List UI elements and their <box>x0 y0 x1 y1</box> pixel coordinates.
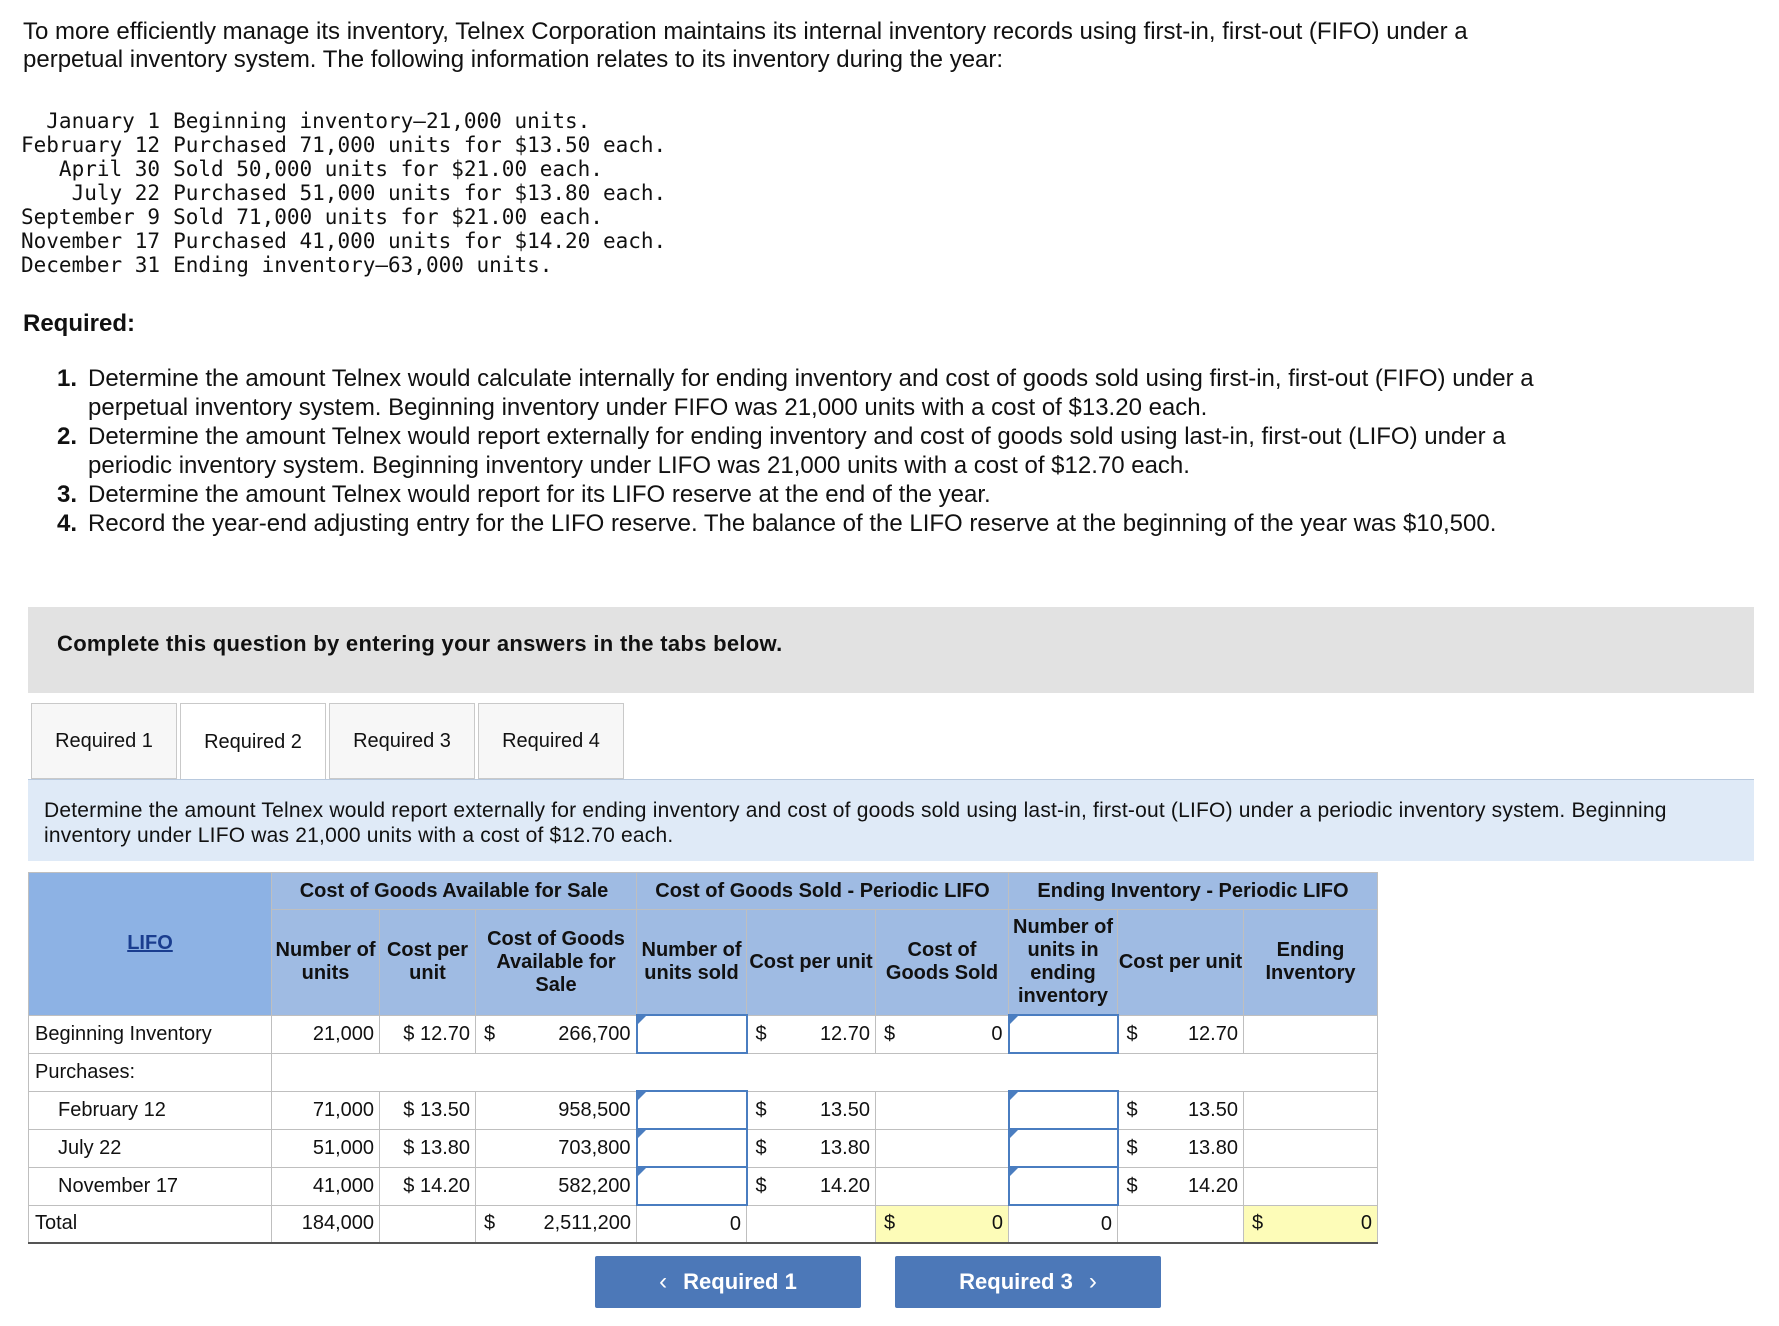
cogs-cell <box>876 1167 1009 1205</box>
blank-cell <box>272 1053 1378 1091</box>
group-header-ending: Ending Inventory - Periodic LIFO <box>1009 873 1378 910</box>
ending-value-cell <box>1244 1129 1378 1167</box>
requirement-item: 2. Determine the amount Telnex would report externally for ending inventory and cost of goods sold using last-in, first-out (LIFO) under a periodic inventory system. Beginning inventory under LIFO was 21,000 units with a cost of $12.70 each. <box>57 423 1506 479</box>
event-row: July 22 Purchased 51,000 units for $13.80 each. <box>71 181 667 205</box>
cost-cell: $ 13.80 <box>380 1129 476 1167</box>
total-units-ending: 0 <box>1009 1205 1118 1243</box>
prev-button[interactable]: ‹ Required 1 <box>595 1256 861 1308</box>
event-row: April 30 Sold 50,000 units for $21.00 each. <box>58 157 603 181</box>
requirements-list <box>57 364 1537 538</box>
table-row <box>29 1091 1378 1129</box>
row-label: Purchases: <box>29 1053 272 1091</box>
sold-cost-cell: $ 13.80 <box>747 1129 876 1167</box>
group-header-cogs: Cost of Goods Sold - Periodic LIFO <box>637 873 1009 910</box>
row-label: Total <box>29 1205 272 1243</box>
table-row <box>29 1167 1378 1205</box>
column-header: Ending Inventory <box>1244 910 1378 1016</box>
ending-value-cell <box>1244 1167 1378 1205</box>
column-header: Cost per unit <box>1118 910 1244 1016</box>
total-cogs: $ 0 <box>876 1205 1009 1243</box>
cogs-cell <box>876 1091 1009 1129</box>
event-row: September 9 Sold 71,000 units for $21.00 each. <box>21 205 603 229</box>
group-header-cogas: Cost of Goods Available for Sale <box>272 873 637 910</box>
total-units: 184,000 <box>272 1205 380 1243</box>
lifo-table <box>28 872 1378 1244</box>
cogas-cell: $ 266,700 <box>476 1015 637 1053</box>
tab-required-1[interactable]: Required 1 <box>31 703 177 779</box>
units-sold-input[interactable] <box>637 1129 747 1167</box>
lifo-header: LIFO <box>29 873 272 1016</box>
total-units-sold: 0 <box>637 1205 747 1243</box>
table-row <box>29 1129 1378 1167</box>
units-ending-input[interactable] <box>1009 1167 1118 1205</box>
column-header: Cost per unit <box>747 910 876 1016</box>
total-ending-inventory: $ 0 <box>1244 1205 1378 1243</box>
intro-text: To more efficiently manage its inventory, Telnex Corporation maintains its internal inventory records using first-in, first-out (FIFO) under a perpetual inventory system. The following information relates to its inventory during the year: <box>23 18 1468 73</box>
row-label: Beginning Inventory <box>29 1015 272 1053</box>
event-row: December 31 Ending inventory—63,000 units. <box>21 253 553 277</box>
tab-required-2[interactable]: Required 2 <box>180 703 326 781</box>
event-row: January 1 Beginning inventory—21,000 units. <box>46 109 591 133</box>
sold-cost-cell: $ 14.20 <box>747 1167 876 1205</box>
sold-cost-cell: $ 12.70 <box>747 1015 876 1053</box>
row-label: July 22 <box>29 1129 272 1167</box>
tab-required-3[interactable]: Required 3 <box>329 703 475 779</box>
units-cell: 71,000 <box>272 1091 380 1129</box>
cogs-cell: $ 0 <box>876 1015 1009 1053</box>
sold-cost-cell: $ 13.50 <box>747 1091 876 1129</box>
units-sold-input[interactable] <box>637 1167 747 1205</box>
event-row: November 17 Purchased 41,000 units for $14.20 each. <box>21 229 667 253</box>
column-header: Cost of Goods Available for Sale <box>476 910 637 1016</box>
units-ending-input[interactable] <box>1009 1129 1118 1167</box>
chevron-right-icon: › <box>1088 1268 1097 1295</box>
total-row <box>29 1205 1378 1243</box>
units-cell: 21,000 <box>272 1015 380 1053</box>
units-ending-input[interactable] <box>1009 1015 1118 1053</box>
table-row <box>29 1015 1378 1053</box>
tab-bar <box>31 703 624 779</box>
table-row <box>29 1053 1378 1091</box>
cogs-cell <box>876 1129 1009 1167</box>
instructions-banner: Complete this question by entering your answers in the tabs below. <box>28 607 1754 693</box>
column-header: Number of units <box>272 910 380 1016</box>
cost-cell: $ 14.20 <box>380 1167 476 1205</box>
end-cost-cell: $ 13.80 <box>1118 1129 1244 1167</box>
cost-cell: $ 12.70 <box>380 1015 476 1053</box>
requirement-item: 4. Record the year-end adjusting entry for the LIFO reserve. The balance of the LIFO reserve at the beginning of the year was $10,500. <box>57 510 1497 537</box>
column-header: Number of units sold <box>637 910 747 1016</box>
row-label: February 12 <box>29 1091 272 1129</box>
column-header: Cost per unit <box>380 910 476 1016</box>
cogas-cell: 582,200 <box>476 1167 637 1205</box>
total-cogas: $ 2,511,200 <box>476 1205 637 1243</box>
end-cost-cell: $ 12.70 <box>1118 1015 1244 1053</box>
blank-cell <box>747 1205 876 1243</box>
chevron-left-icon: ‹ <box>659 1268 668 1295</box>
column-header: Number of units in ending inventory <box>1009 910 1118 1016</box>
end-cost-cell: $ 13.50 <box>1118 1091 1244 1129</box>
units-sold-input[interactable] <box>637 1091 747 1129</box>
tab-required-4[interactable]: Required 4 <box>478 703 624 779</box>
blank-cell <box>380 1205 476 1243</box>
units-cell: 41,000 <box>272 1167 380 1205</box>
requirement-item: 1. Determine the amount Telnex would calculate internally for ending inventory and cost of goods sold using first-in, first-out (FIFO) under a perpetual inventory system. Beginning inventory under FIFO was 21,000 units with a cost of $13.20 each. <box>57 365 1534 421</box>
row-label: November 17 <box>29 1167 272 1205</box>
units-sold-input[interactable] <box>637 1015 747 1053</box>
cost-cell: $ 13.50 <box>380 1091 476 1129</box>
requirement-item: 3. Determine the amount Telnex would report for its LIFO reserve at the end of the year. <box>57 481 991 508</box>
ending-value-cell <box>1244 1091 1378 1129</box>
cogas-cell: 958,500 <box>476 1091 637 1129</box>
required-heading: Required: <box>23 310 136 337</box>
ending-value-cell <box>1244 1015 1378 1053</box>
next-button[interactable]: Required 3 › <box>895 1256 1161 1308</box>
column-header: Cost of Goods Sold <box>876 910 1009 1016</box>
inventory-events <box>21 109 666 277</box>
units-ending-input[interactable] <box>1009 1091 1118 1129</box>
blank-cell <box>1118 1205 1244 1243</box>
tab-instruction: Determine the amount Telnex would report externally for ending inventory and cost of goods sold using last-in, first-out (LIFO) under a periodic inventory system. Beginning inventory under LIFO was 21,000 units with a cost of $12.70 each. <box>28 779 1754 861</box>
cogas-cell: 703,800 <box>476 1129 637 1167</box>
end-cost-cell: $ 14.20 <box>1118 1167 1244 1205</box>
units-cell: 51,000 <box>272 1129 380 1167</box>
event-row: February 12 Purchased 71,000 units for $13.50 each. <box>21 133 667 157</box>
